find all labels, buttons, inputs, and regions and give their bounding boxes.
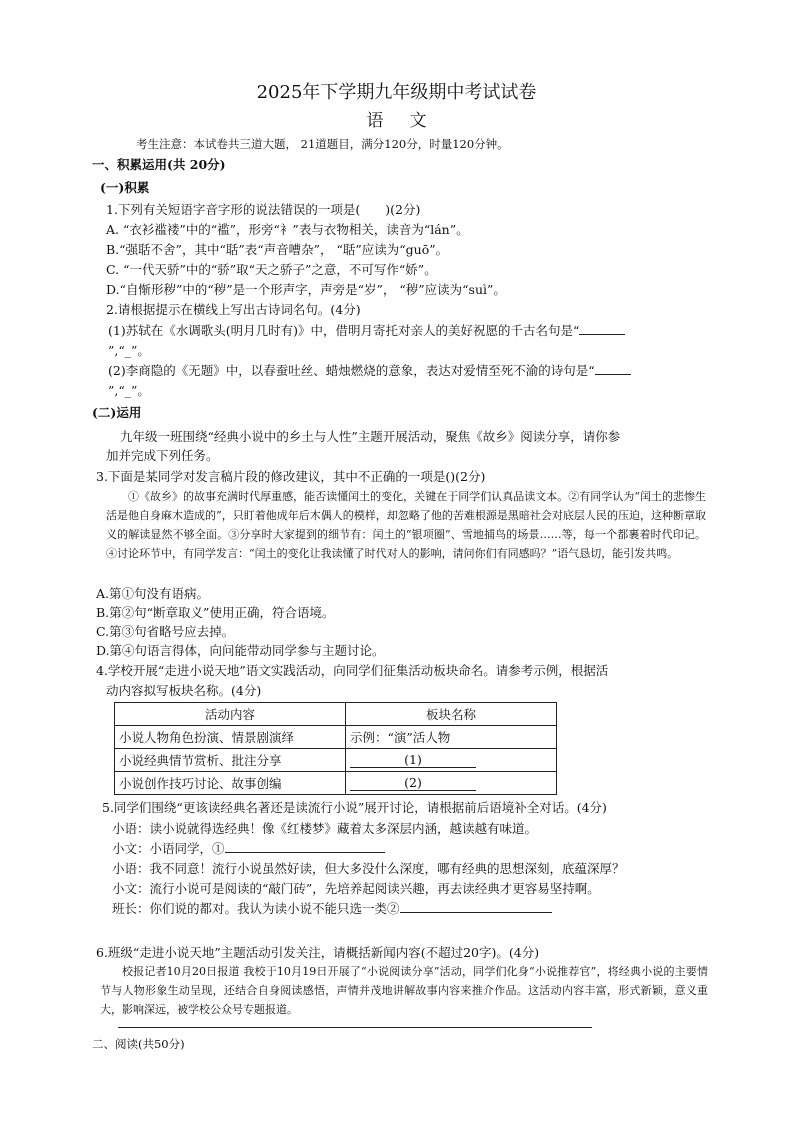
block-naming-table [114,702,557,795]
answer-blank[interactable] [400,912,552,913]
q1-option-d: D.“自惭形秽”中的“秽”是一个形声字，声旁是“岁”， “秽”应读为“suì”。 [106,282,506,297]
q6-stem: 6.班级“走进小说天地”主题活动引发关注，请概括新闻内容(不超过20字)。(4分) [96,945,540,960]
q2-item2-line2: ”,“_”。 [108,383,150,398]
answer-blank-2[interactable]: (2) [350,775,476,791]
q3-option-a: A.第①句没有语病。 [96,586,210,601]
answer-blank-1[interactable]: (1) [350,752,476,768]
q3-option-d: D.第④句语言得体，向问能带动同学参与主题讨论。 [96,643,385,658]
part1-heading: 一、积累运用(共 20分) [92,157,226,172]
section-accumulation: (一)积累 [100,180,150,195]
q2-item1-line2: ”,“_”。 [108,343,150,358]
dialog-line: 小语：我不同意！流行小说虽然好读，但大多没什么深度，哪有经典的思想深刻，底蕴深厚？ [112,861,625,876]
q2-item2-line1 [108,363,631,379]
q3-option-c: C.第③句省略号应去掉。 [96,624,235,639]
table-answer-cell[interactable] [346,749,557,772]
table-row [115,726,557,749]
table-row [115,749,557,772]
q5-stem: 5.同学们围绕“更该读经典名著还是读流行小说”展开讨论，请根据前后语境补全对话。(4分) [102,800,607,815]
dialog-speaker-text: 班长：你们说的都对。我认为读小说不能只选一类② [112,901,400,916]
q2-item1-text: (1)苏轼在《水调歌头(明月几时有)》中，借明月寄托对亲人的美好祝愿的千古名句是“ [108,323,580,338]
table-row [115,772,557,795]
answer-line[interactable] [118,1027,592,1028]
table-header-cell: 板块名称 [346,703,557,726]
table-header-cell: 活动内容 [115,703,346,726]
q1-option-b: B.“强聒不舍”，其中“聒”表“声音嘈杂”， “聒”应读为“guō”。 [106,242,449,257]
answer-blank[interactable] [225,852,385,853]
activity-intro-line2: 加并完成下列任务。 [106,448,219,463]
dialog-line [112,901,552,917]
table-cell: 示例：“演”活人物 [346,726,557,749]
q6-news: 校报记者10月20日报道 我校于10月19日开展了“小说阅读分享”活动，同学们化身“小说推荐官”，将经典小说的主要情节与人物形象生动呈现，还结合自身阅读感悟，声情并茂地讲解故事内容来推介作品。这活动内容丰富，形式新颖，意义重大，影响深远，被学校公众号专题报道。 [100,965,708,1016]
section-application: (二)运用 [92,405,142,420]
dialog-speaker-text: 小文：小语同学，① [112,841,225,856]
q2-item1-line1 [108,323,625,339]
dialog-line: 小语：读小说就得选经典！像《红楼梦》藏着太多深层内涵，越读越有味道。 [112,821,538,836]
answer-blank[interactable] [579,334,625,335]
q1-option-a: A. “衣衫褴褛”中的“褴”，形旁“衤”表与衣物相关，读音为“lán”。 [106,222,469,237]
table-cell: 小说创作技巧讨论、故事创编 [115,772,346,795]
table-cell: 小说人物角色扮演、情景剧演绎 [115,726,346,749]
q2-stem: 2.请根据提示在横线上写出古诗词名句。(4分) [106,302,361,317]
q1-stem: 1.下列有关短语字音字形的说法错误的一项是( )(2分) [106,202,421,217]
answer-blank[interactable] [595,374,631,375]
exam-title: 2025年下学期九年级期中考试试卷 [256,82,537,103]
exam-notice: 考生注意：本试卷共三道大题， 21道题目，满分120分，时量120分钟。 [136,137,509,151]
q2-item2-text: (2)李商隐的《无题》中，以春蚕吐丝、蜡烛燃烧的意象，表达对爱情至死不渝的诗句是“ [108,363,595,378]
table-cell: 小说经典情节赏析、批注分享 [115,749,346,772]
q1-option-c: C. “一代天骄”中的“骄”取“天之骄子”之意，不可写作“娇”。 [106,262,437,277]
q3-passage: ①《故乡》的故事充满时代厚重感，能否读懂闰土的变化，关键在于同学们认真品读文本。②有同学认为“闰土的悲惨生活是他自身麻木造成的”，只盯着他成年后木偶人的模样，却忽略了他的苦难根源是黑暗社会对底层人民的压迫，这种断章取义的解读显然不够全面。③分享时大家提到的细节有：闰土的“银项圈”、雪地捕鸟的场景……等，每一个都裹着时代印记。④讨论环节中，有同学发言：“闰土的变化让我读懂了时代对人的影响，请问你们有同感吗？”语气恳切，能引发共鸣。 [106,490,706,560]
q3-option-b: B.第②句“断章取义”使用正确，符合语境。 [96,605,335,620]
q4-stem-line2: 动内容拟写板块名称。(4分) [106,683,262,698]
dialog-line [112,841,385,857]
dialog-line: 小文：流行小说可是阅读的“敲门砖”，先培养起阅读兴趣，再去读经典才更容易坚持啊。 [112,881,600,896]
q4-stem-line1: 4.学校开展“走进小说天地”语文实践活动，向同学们征集活动板块命名。请参考示例，根据活 [96,663,609,678]
subject-title: 语文 [366,111,453,131]
part2-heading: 二、阅读(共50分) [92,1037,185,1051]
table-answer-cell[interactable] [346,772,557,795]
activity-intro-line1: 九年级一班围绕“经典小说中的乡土与人性”主题开展活动，聚焦《故乡》阅读分享，请你参 [120,429,621,444]
q3-stem: 3.下面是某同学对发言稿片段的修改建议，其中不正确的一项是()(2分) [96,469,486,484]
table-header-row [115,703,557,726]
